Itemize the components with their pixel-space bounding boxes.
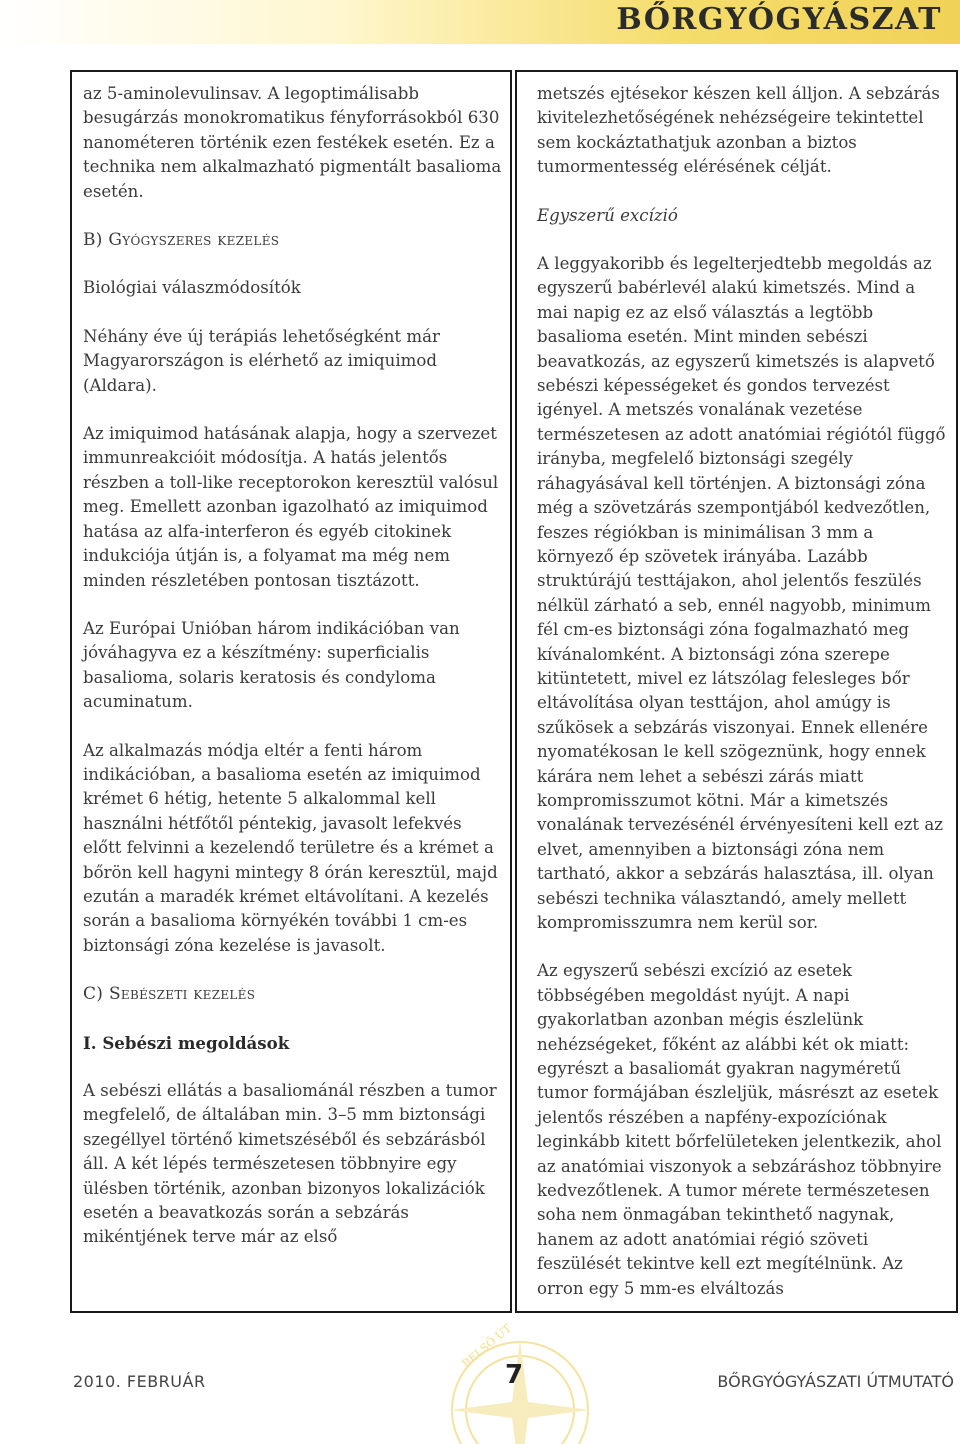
paragraph: A sebészi ellátás a basaliománál részben a tumor megfelelő, de általában min. 3–5 mm biztonsági szegéllyel történő kimetszéséből és sebzárásból áll. A két lépés természetesen többnyire egy ülésben történik, azonban bizonyos lokalizációk esetén a beavatkozás során a sebzárás mikéntjének terve már az első	[83, 1081, 497, 1247]
section-heading-c: C) Sebészeti kezelés	[83, 984, 256, 1005]
subheading-simple-excision: Egyszerű excízió	[537, 205, 678, 225]
footer-date: 2010. FEBRUÁR	[73, 1372, 206, 1391]
paragraph: Néhány éve új terápiás lehetőségként már Magyarországon is elérhető az imiquimod (Aldara).	[83, 326, 440, 395]
paragraph: metszés ejtésekor készen kell álljon. A sebzárás kivitelezhetőségének nehézségeire tekintettel sem kockáztathatjuk azonban a biztos tumormentesség elérésének célját.	[537, 84, 940, 177]
footer-publication: BŐRGYÓGYÁSZATI ÚTMUTATÓ	[717, 1372, 954, 1391]
subheading-surgical: I. Sebészi megoldások	[83, 1032, 290, 1053]
section-heading-b: B) Gyógyszeres kezelés	[83, 230, 280, 251]
paragraph: Az imiquimod hatásának alapja, hogy a szervezet immunreakcióit módosítja. A hatás jelentős részben a toll-like receptorokon keresztül valósul meg. Emellett azonban igazolható az imiquimod hatása az alfa-interferon és egyéb citokinek indukciója útján is, a folyamat ma még nem minden részletében pontosan tisztázott.	[83, 424, 499, 590]
paragraph: A leggyakoribb és legelterjedtebb megoldás az egyszerű babérlevél alakú kimetszés. Mind a mai napig ez az első választás a legtöbb basalioma esetén. Mint minden sebészi beavatkozás, az egyszerű kimetszés is alapvető sebészi képességeket és gondos tervezést igényel. A metszés vonalának vezetése természetesen az adott anatómiai régiótól függő irányba, megfelelő biztonsági szegély ráhagyásával kell történjen. A biztonsági zóna még a szövetzárás szempontjából kedvezőtlen, feszes régiókban is minimálisan 3 mm a környező ép szövetek irányába. Lazább struktúrájú testtájakon, ahol jelentős feszülés nélkül zárható a seb, ennél nagyobb, minimum fél cm-es biztonsági zóna fogalmazható meg kívánalomként. A biztonsági zóna szerepe kitüntetett, mivel ez látszólag felesleges bőr eltávolítása olyan testtájon, ahol amúgy is szűkösek a sebzárás viszonyai. Ennek ellenére nyomatékosan le kell szögeznünk, hogy ennek kárára nem lehet a sebészi zárás miatt kompromisszumot kötni. Már a kimetszés vonalának tervezésénél érvényesíteni kell ezt az elvet, amennyiben a biztonsági zóna nem tartható, akkor a sebzárás halasztása, ill. olyan sebészi technika választandó, amely mellett kompromisszumra nem kerül sor.	[537, 254, 946, 932]
right-column	[515, 70, 958, 1313]
page-header-title: BŐRGYÓGYÁSZAT	[616, 2, 942, 37]
paragraph: Az Európai Unióban három indikációban van jóváhagyva ez a készítmény: superficialis basalioma, solaris keratosis és condyloma acuminatum.	[83, 618, 460, 712]
paragraph: Az alkalmazás módja eltér a fenti három indikációban, a basalioma esetén az imiquimod krémet 6 hétig, hetente 5 alkalommal kell használni hétfőtől péntekig, javasolt lefekvés előtt felvinni a kezelendő területre és a krémet a bőrön kell hagyni mintegy 8 órán keresztül, majd ezután a maradék krémet eltávolítani. A kezelés során a basalioma környékén további 1 cm-es biztonsági zóna kezelése is javasolt.	[83, 740, 498, 955]
paragraph: az 5-aminolevulinsav. A legoptimálisabb besugárzás monokromatikus fényforrásokból 630 nanométeren történik ezen festékek esetén. Ez a technika nem alkalmazható pigmentált basalioma esetén.	[83, 84, 502, 201]
left-column	[70, 70, 512, 1313]
page-number: 7	[505, 1360, 524, 1390]
seal-text: BELSŐ ÚT	[459, 1321, 514, 1371]
subheading-biologic: Biológiai válaszmódosítók	[83, 278, 301, 298]
paragraph: Az egyszerű sebészi excízió az esetek többségében megoldást nyújt. A napi gyakorlatban azonban mégis észlelünk nehézségeket, főként az alábbi két ok miatt: egyrészt a basaliomát gyakran nagyméretű tumor formájában észleljük, másrészt az esetek jelentős részében a napfény-expozíciónak leginkább kitett bőrfelületeken jelentkezik, ahol az anatómiai viszonyok a sebzáráshoz többnyire kedvezőtlenek. A tumor mérete természetesen soha nem önmagában tekinthető nagynak, hanem az adott anatómiai régió szöveti feszülését tekintve kell ezt megítélnünk. Az orron egy 5 mm-es elváltozás	[537, 961, 942, 1298]
